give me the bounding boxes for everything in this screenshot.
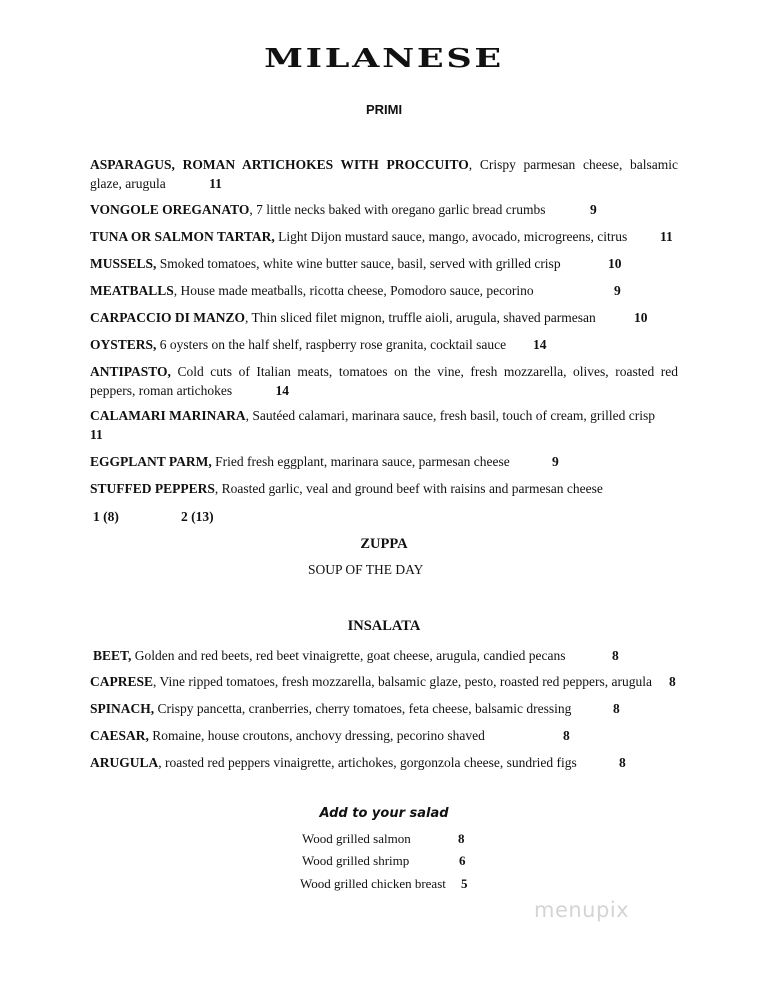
item-name: MEATBALLS xyxy=(90,283,174,298)
item-name: ANTIPASTO, xyxy=(90,364,171,379)
item-name: TUNA OR SALMON TARTAR, xyxy=(90,229,275,244)
option-one: 1 (8) xyxy=(93,509,119,524)
item-name: BEET, xyxy=(93,648,132,663)
item-desc: , Sautéed calamari, marinara sauce, fresh basil, touch of cream, grilled crisp xyxy=(245,408,655,423)
item-price: 10 xyxy=(608,256,622,271)
addon-item-chicken xyxy=(300,876,468,892)
item-desc: , roasted red peppers vinaigrette, artichokes, gorgonzola cheese, sundried figs xyxy=(158,755,577,770)
item-desc: Golden and red beets, red beet vinaigrette, goat cheese, arugula, candied pecans xyxy=(131,648,566,663)
item-name: STUFFED PEPPERS xyxy=(90,481,215,496)
menu-item-mussels xyxy=(90,254,678,273)
item-desc: Cold cuts of Italian meats, tomatoes on the vine, fresh mozzarella, olives, roasted red peppers, roman artichokes xyxy=(90,364,678,398)
item-name: OYSTERS, xyxy=(90,337,157,352)
item-price: 11 xyxy=(209,176,222,191)
addon-price: 8 xyxy=(458,831,465,846)
menu-item-asparagus xyxy=(90,155,678,193)
item-name: MUSSELS, xyxy=(90,256,157,271)
menu-item-eggplant xyxy=(90,452,678,471)
item-desc: , Roasted garlic, veal and ground beef with raisins and parmesan cheese xyxy=(214,481,603,496)
item-price: 8 xyxy=(619,755,626,770)
item-price: 8 xyxy=(669,674,676,689)
stuffed-peppers-options xyxy=(93,507,681,526)
menu-item-meatballs xyxy=(90,281,678,300)
salad-item-caesar xyxy=(90,726,678,745)
item-name: ASPARAGUS, ROMAN ARTICHOKES WITH PROCCUITO xyxy=(90,157,469,172)
item-desc: , 7 little necks baked with oregano garlic bread crumbs xyxy=(249,202,546,217)
item-price: 9 xyxy=(552,454,559,469)
primi-heading: PRIMI xyxy=(365,102,403,117)
soup-of-the-day: SOUP OF THE DAY xyxy=(308,562,424,577)
item-price: 10 xyxy=(634,310,648,325)
addons-heading: Add to your salad xyxy=(319,806,449,821)
option-two: 2 (13) xyxy=(181,509,214,524)
item-name: CALAMARI MARINARA xyxy=(90,408,246,423)
item-name: CARPACCIO DI MANZO xyxy=(90,310,245,325)
menu-item-calamari xyxy=(90,406,678,444)
salad-item-caprese xyxy=(90,672,690,691)
menu-item-vongole xyxy=(90,200,678,219)
item-price: 11 xyxy=(660,229,673,244)
item-name: CAESAR, xyxy=(90,728,149,743)
restaurant-title: MILANESE xyxy=(264,44,504,74)
menu-item-tartar xyxy=(90,227,678,246)
item-price: 8 xyxy=(613,701,620,716)
addon-name: Wood grilled salmon xyxy=(302,831,411,846)
addon-item-shrimp xyxy=(302,853,466,869)
menu-item-carpaccio xyxy=(90,308,678,327)
item-name: EGGPLANT PARM, xyxy=(90,454,212,469)
item-price: 14 xyxy=(533,337,547,352)
item-price: 14 xyxy=(275,383,289,398)
item-desc: , House made meatballs, ricotta cheese, Pomodoro sauce, pecorino xyxy=(173,283,534,298)
salad-item-beet xyxy=(93,646,681,665)
item-price: 9 xyxy=(614,283,621,298)
item-desc: , Crispy parmesan cheese, balsamic glaze, arugula xyxy=(90,157,679,191)
addon-item-salmon xyxy=(302,831,465,847)
insalata-heading: INSALATA xyxy=(347,618,421,634)
item-price: 11 xyxy=(90,427,103,442)
item-desc: 6 oysters on the half shelf, raspberry rose granita, cocktail sauce xyxy=(156,337,507,352)
addon-price: 6 xyxy=(459,853,466,868)
item-name: VONGOLE OREGANATO xyxy=(90,202,250,217)
salad-item-spinach xyxy=(90,699,678,718)
item-name: ARUGULA xyxy=(90,755,159,770)
zuppa-heading: ZUPPA xyxy=(360,536,408,552)
addon-name: Wood grilled shrimp xyxy=(302,853,410,868)
item-name: CAPRESE xyxy=(90,674,154,689)
item-price: 8 xyxy=(612,648,619,663)
addon-name: Wood grilled chicken breast xyxy=(300,876,446,891)
item-price: 9 xyxy=(590,202,597,217)
salad-item-arugula xyxy=(90,753,678,772)
item-desc: Crispy pancetta, cranberries, cherry tomatoes, feta cheese, balsamic dressing xyxy=(154,701,572,716)
item-price: 8 xyxy=(563,728,570,743)
menu-item-stuffed-peppers xyxy=(90,479,678,498)
menu-item-oysters xyxy=(90,335,678,354)
item-desc: Romaine, house croutons, anchovy dressing, pecorino shaved xyxy=(148,728,485,743)
menu-item-antipasto xyxy=(90,362,678,400)
item-desc: Light Dijon mustard sauce, mango, avocado, microgreens, citrus xyxy=(274,229,628,244)
item-name: SPINACH, xyxy=(90,701,155,716)
watermark-logo: menupix xyxy=(534,898,630,922)
item-desc: , Thin sliced filet mignon, truffle aioli, arugula, shaved parmesan xyxy=(245,310,596,325)
item-desc: , Vine ripped tomatoes, fresh mozzarella, balsamic glaze, pesto, roasted red peppers, arugula xyxy=(153,674,653,689)
addon-price: 5 xyxy=(461,876,468,891)
item-desc: Smoked tomatoes, white wine butter sauce, basil, served with grilled crisp xyxy=(156,256,561,271)
item-desc: Fried fresh eggplant, marinara sauce, parmesan cheese xyxy=(211,454,510,469)
